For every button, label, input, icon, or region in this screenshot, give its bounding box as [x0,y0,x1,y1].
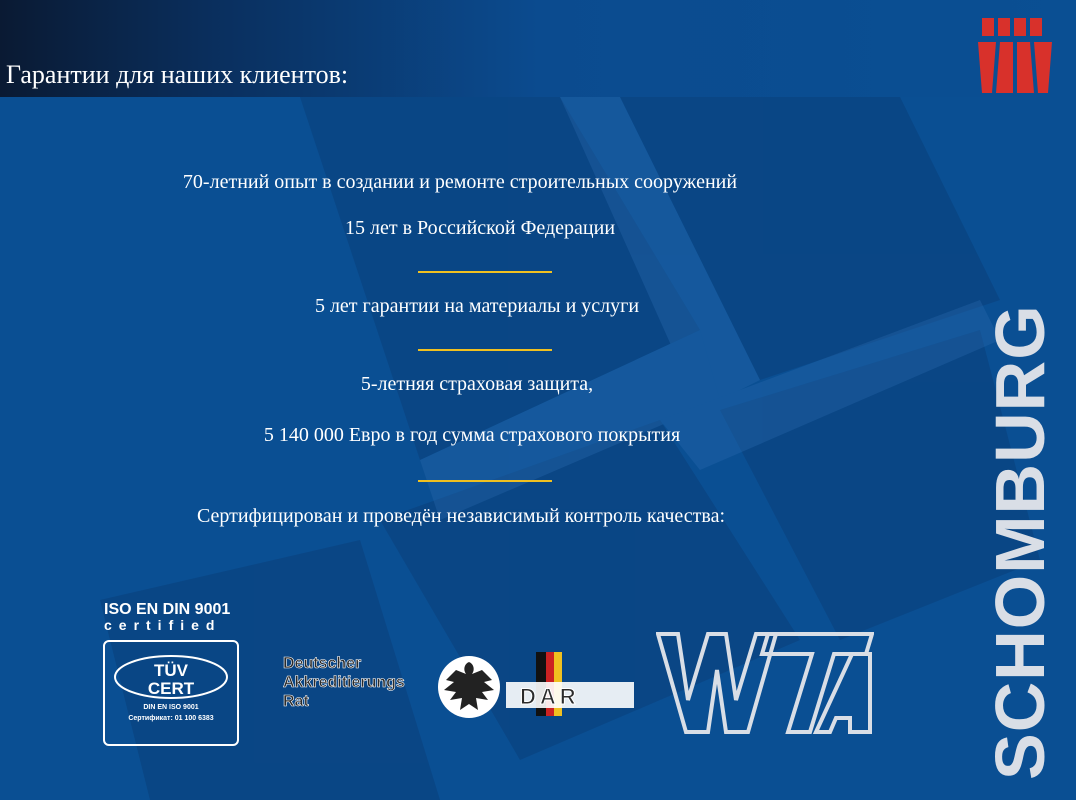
tuv-cert-logo [103,640,239,746]
tuv-cert-text: TÜV CERT [147,661,195,698]
schomburg-brand-text: SCHOMBURG [981,304,1059,780]
separator-line [418,480,552,482]
iso-subtitle: certified [104,617,222,633]
wta-logo-icon [656,630,874,736]
insurance-amount-line: 5 140 000 Евро в год сумма страхового покрытия [263,424,681,446]
russia-years-line: 15 лет в Российской Федерации [344,217,616,239]
dak-logo-text: Deutscher Akkreditierungs Rat [283,655,405,710]
warranty-line: 5 лет гарантии на материалы и услуги [314,295,640,317]
tuv-certificate-text: Сертификат: 01 100 6383 [128,715,214,722]
insurance-line: 5-летняя страховая защита, [360,373,594,395]
iso-title: ISO EN DIN 9001 [104,601,231,618]
certification-line: Сертифицирован и проведён независимый контроль качества: [196,505,726,527]
dar-logo-text: DAR [520,684,580,709]
eagle-icon [436,654,502,720]
tuv-standard-text: DIN EN ISO 9001 [143,704,199,711]
separator-line [418,349,552,351]
separator-line [418,271,552,273]
experience-line: 70-летний опыт в создании и ремонте строительных сооружений [182,171,738,193]
slide-title: Гарантии для наших клиентов: [6,60,349,89]
